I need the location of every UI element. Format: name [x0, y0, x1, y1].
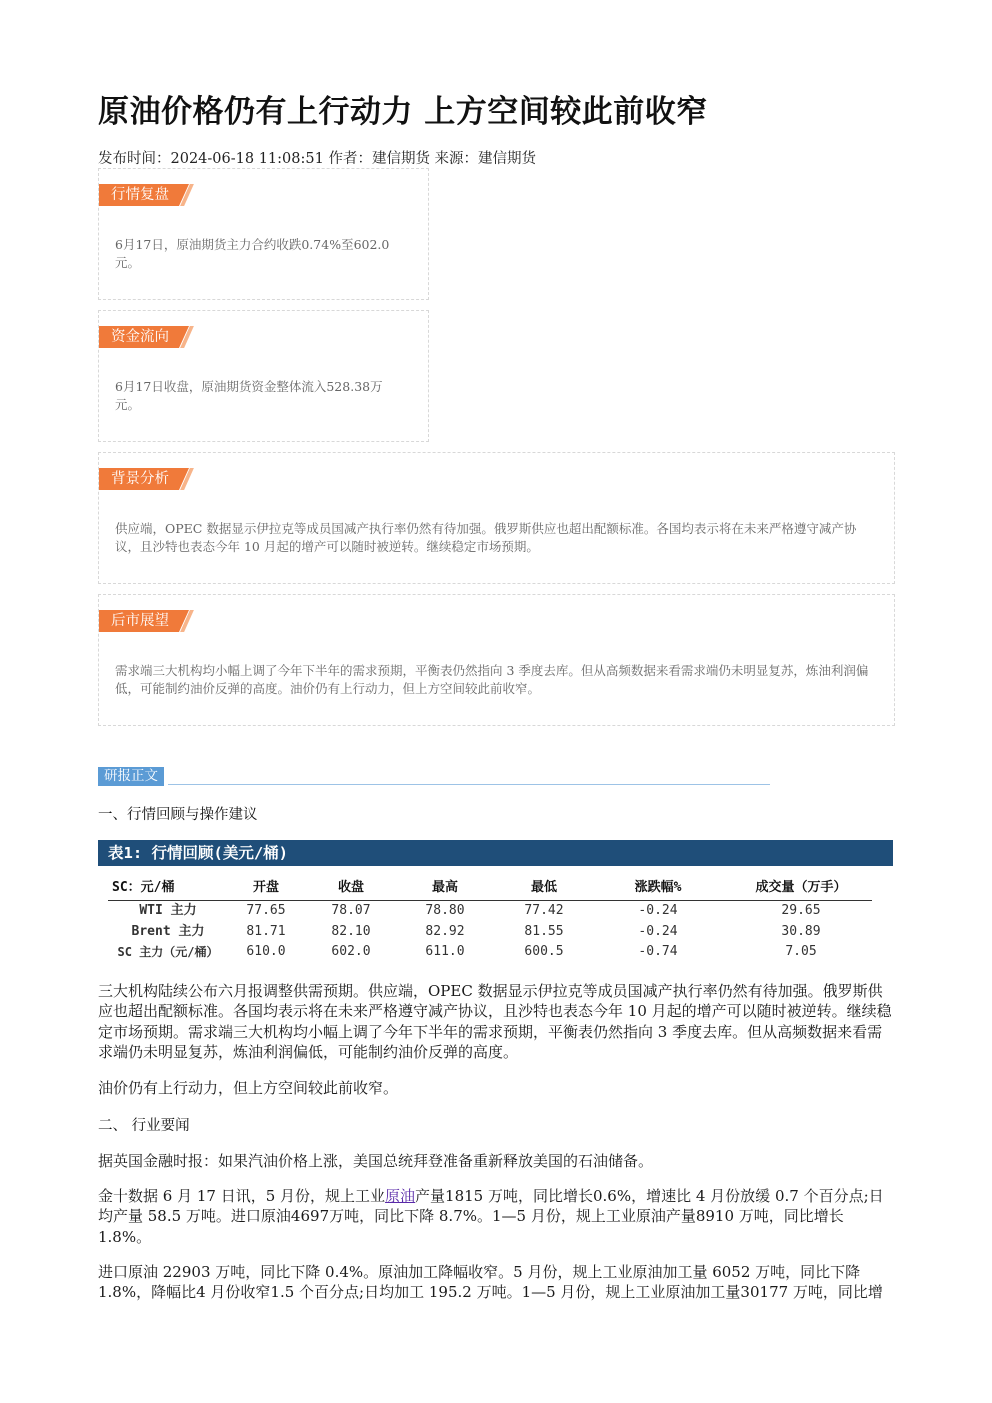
table-cell: 600.5	[524, 944, 564, 959]
body-paragraph: 进口原油 22903 万吨，同比下降 0.4%。原油加工降幅收窄。5 月份，规上工业原油加工量 6052 万吨，同比下降 1.8%，降幅比4 月份收窄1.5 个百分点;日均加工 195.2 万吨。1—5 月份，规上工业原油加工量30177 万吨，同比增	[98, 1263, 883, 1302]
table-cell: Brent 主力	[131, 924, 205, 939]
table-header-cell: 涨跌幅%	[634, 880, 682, 895]
crude-oil-link[interactable]: 原油	[385, 1187, 416, 1205]
table-header-row	[98, 878, 893, 898]
body-paragraph: 三大机构陆续公布六月报调整供需预期。供应端，OPEC 数据显示伊拉克等成员国减产执行率仍然有待加强。俄罗斯供应也超出配额标准。各国均表示将在未来严格遵守减产协议，且沙特也表态今年 10 月起的增产可以随时被逆转。继续稳定市场预期。需求端三大机构均小幅上调了今年下半年的需求预期，平衡表仍然指向 3 季度去库。但从高频数据来看需求端仍未明显复苏，炼油利润偏低，可能制约油价反弹的高度。	[98, 982, 892, 1061]
table-cell: 78.80	[425, 903, 465, 918]
table-cell: -0.24	[638, 924, 678, 939]
box-text-outlook: 需求端三大机构均小幅上调了今年下半年的需求预期，平衡表仍然指向 3 季度去库。但从高频数据来看需求端仍未明显复苏，炼油利润偏低，可能制约油价反弹的高度。油价仍有上行动力，但上方空间较此前收窄。	[115, 663, 869, 696]
table-cell: 82.10	[331, 924, 371, 939]
summary-box-background	[98, 452, 895, 584]
summary-box-market-review	[98, 168, 429, 300]
table-cell: SC 主力（元/桶）	[117, 945, 219, 959]
table-header-cell: 成交量（万手）	[755, 880, 847, 895]
heading-industry-news: 二、 行业要闻	[98, 1118, 190, 1134]
table-cell: WTI 主力	[139, 903, 197, 918]
tag-capital-flow: 资金流向	[99, 326, 179, 348]
table-cell: 81.71	[246, 924, 286, 939]
table-header-cell: 开盘	[252, 880, 279, 895]
box-text-market-review: 6月17日，原油期货主力合约收跌0.74%至602.0元。	[115, 237, 390, 270]
table-row	[98, 901, 893, 921]
table-cell: 602.0	[331, 944, 371, 959]
table-cell: 81.55	[524, 924, 564, 939]
table-header-cell: 收盘	[337, 880, 364, 895]
section-tag-report-body: 研报正文	[98, 767, 164, 786]
table-cell: 611.0	[425, 944, 465, 959]
table-cell: 30.89	[781, 924, 821, 939]
table-row	[98, 942, 893, 962]
tag-market-review: 行情复盘	[99, 184, 179, 206]
body-paragraph: 据英国金融时报：如果汽油价格上涨，美国总统拜登准备重新释放美国的石油储备。	[98, 1152, 654, 1170]
box-text-capital-flow: 6月17日收盘，原油期货资金整体流入528.38万元。	[115, 379, 383, 412]
page-title: 原油价格仍有上行动力 上方空间较此前收窄	[98, 94, 708, 130]
paragraph-text: 金十数据 6 月 17 日讯，5 月份，规上工业	[98, 1187, 386, 1205]
table-cell: 610.0	[246, 944, 286, 959]
table-caption-text: 表1: 行情回顾(美元/桶)	[108, 844, 288, 862]
paragraph-text: 产量1815 万吨，同比增长0.6%，增速比 4 月份放缓 0.7 个百分点;日均产量 58.5 万吨。进口原油4697万吨，同比下降 8.7%。1—5 月份，规上工业原油产量8910 万吨，同比增长 1.8%。	[98, 1187, 884, 1246]
table-row	[98, 922, 893, 942]
body-paragraph	[98, 1186, 894, 1247]
table-cell: 7.05	[785, 944, 817, 959]
table-cell: 77.42	[524, 903, 564, 918]
table-cell: -0.74	[638, 944, 678, 959]
table-header-cell: 最低	[530, 880, 557, 895]
table-cell: 29.65	[781, 903, 821, 918]
summary-box-outlook	[98, 594, 895, 726]
tag-outlook: 后市展望	[99, 610, 179, 632]
body-paragraph: 油价仍有上行动力，但上方空间较此前收窄。	[98, 1079, 399, 1097]
table-header-cell: SC：元/桶	[112, 880, 175, 895]
publish-meta: 发布时间：2024-06-18 11:08:51 作者：建信期货 来源：建信期货	[98, 151, 537, 167]
heading-market-review: 一、行情回顾与操作建议	[98, 807, 258, 823]
table-cell: 82.92	[425, 924, 465, 939]
table-cell: 78.07	[331, 903, 371, 918]
table-header-cell: 最高	[431, 880, 458, 895]
table-cell: -0.24	[638, 903, 678, 918]
summary-box-capital-flow	[98, 310, 429, 442]
box-text-background: 供应端，OPEC 数据显示伊拉克等成员国减产执行率仍然有待加强。俄罗斯供应也超出配额标准。各国均表示将在未来严格遵守减产协议，且沙特也表态今年 10 月起的增产可以随时被逆转。继续稳定市场预期。	[115, 521, 857, 554]
tag-background: 背景分析	[99, 468, 179, 490]
table-cell: 77.65	[246, 903, 286, 918]
table-caption	[98, 840, 893, 866]
section-divider	[168, 784, 770, 785]
